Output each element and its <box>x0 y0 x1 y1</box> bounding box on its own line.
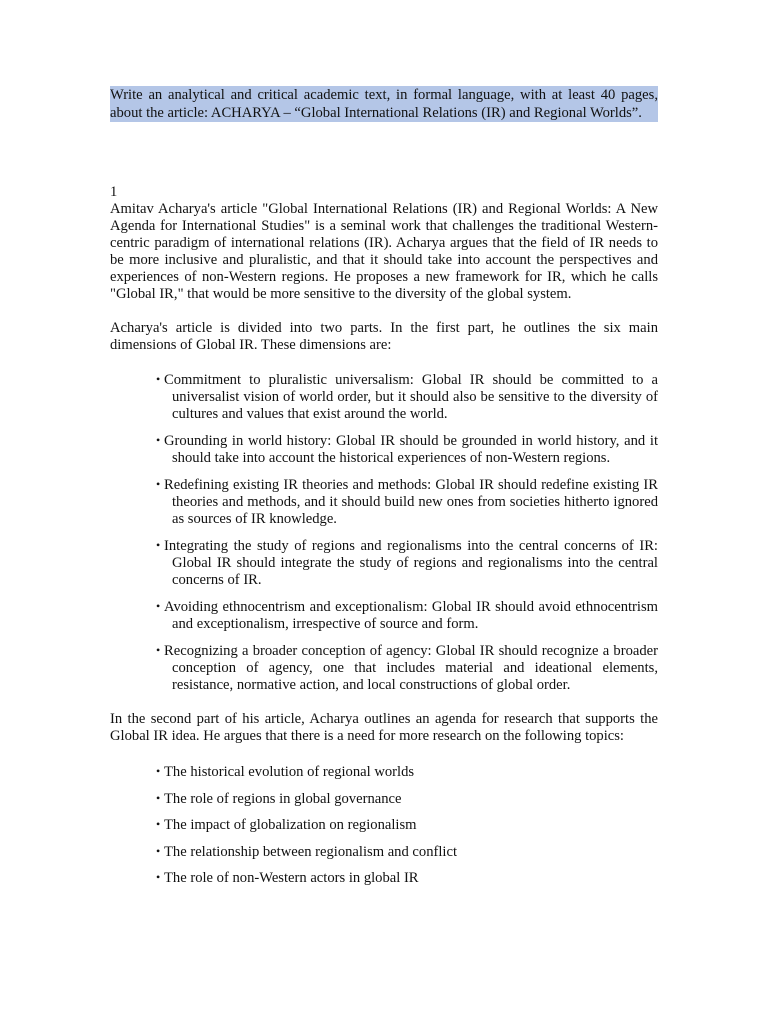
bullet-icon: • <box>156 643 161 657</box>
bullet-icon: • <box>156 477 161 491</box>
section-number: 1 <box>110 184 118 200</box>
bullet-icon: • <box>156 538 161 552</box>
list-item-text: Redefining existing IR theories and methods: Global IR should redefine existing IR theories and methods, and it should build new ones from societies hitherto ignored as sources of IR knowledge. <box>164 477 658 527</box>
list-item-text: Grounding in world history: Global IR should be grounded in world history, and it should take into account the historical experiences of non-Western regions. <box>164 433 658 466</box>
list-item-text: The impact of globalization on regionalism <box>164 817 417 833</box>
document-body <box>110 184 658 896</box>
bullet-icon: • <box>156 817 161 831</box>
list-item <box>110 371 658 423</box>
list-item <box>110 869 658 887</box>
list-item <box>110 816 658 834</box>
list-item <box>110 476 658 528</box>
list-item <box>110 537 658 589</box>
highlighted-prompt: Write an analytical and critical academic text, in formal language, with at least 40 pages, about the article: ACHARYA – “Global International Relations (IR) and Regional Worlds”. <box>110 87 658 121</box>
bullet-icon: • <box>156 790 161 805</box>
list-item-text: Recognizing a broader conception of agency: Global IR should recognize a broader conception of agency, one that includes material and ideational elements, resistance, normative action, and local constructions of global order. <box>164 643 658 693</box>
topics-list <box>110 763 658 887</box>
bullet-icon: • <box>156 843 161 858</box>
bullet-icon: • <box>156 870 161 884</box>
list-item <box>110 432 658 467</box>
second-part-paragraph: In the second part of his article, Acharya outlines an agenda for research that supports the Global IR idea. He argues that there is a need for more research on the following topics: <box>110 711 658 744</box>
list-item-text: The relationship between regionalism and conflict <box>164 843 457 860</box>
parts-paragraph: Acharya's article is divided into two parts. In the first part, he outlines the six main dimensions of Global IR. These dimensions are: <box>110 320 658 353</box>
list-item-text: Commitment to pluralistic universalism: Global IR should be committed to a universalist vision of world order, but it should also be sensitive to the diversity of cultures and values that exist around the world. <box>164 372 658 422</box>
list-item <box>110 843 658 861</box>
list-item-text: The role of regions in global governance <box>164 790 402 807</box>
bullet-icon: • <box>156 372 161 386</box>
list-item-text: Avoiding ethnocentrism and exceptionalism: Global IR should avoid ethnocentrism and exceptionalism, irrespective of source and form. <box>164 599 658 632</box>
list-item-text: Integrating the study of regions and regionalisms into the central concerns of IR: Global IR should integrate the study of regions and regionalisms into the central concerns of IR. <box>164 538 658 588</box>
list-item <box>110 763 658 781</box>
list-item <box>110 598 658 633</box>
bullet-icon: • <box>156 764 161 778</box>
bullet-icon: • <box>156 433 161 447</box>
intro-paragraph: Amitav Acharya's article "Global International Relations (IR) and Regional Worlds: A New Agenda for International Studies" is a seminal work that challenges the traditional Western-centric paradigm of international relations (IR). Acharya argues that the field of IR needs to be more inclusive and pluralistic, and that it should take into account the perspectives and experiences of non-Western regions. He proposes a new framework for IR, which he calls "Global IR," that would be more sensitive to the diversity of the global system. <box>110 201 658 302</box>
list-item <box>110 790 658 808</box>
dimensions-list <box>110 371 658 694</box>
list-item <box>110 642 658 694</box>
list-item-text: The role of non-Western actors in global IR <box>164 870 419 886</box>
list-item-text: The historical evolution of regional worlds <box>164 764 415 780</box>
bullet-icon: • <box>156 599 161 613</box>
